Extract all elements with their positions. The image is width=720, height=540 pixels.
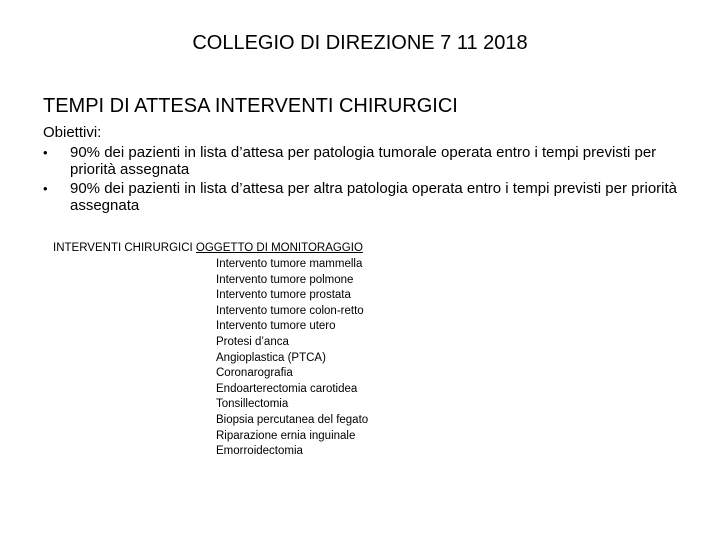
procedure-item: Tonsillectomia xyxy=(216,398,289,411)
objective-text: 90% dei pazienti in lista d’attesa per altra patologia operata entro i tempi previsti per priorità assegnata xyxy=(70,180,678,214)
procedure-item: Intervento tumore prostata xyxy=(216,289,351,302)
procedure-item: Protesi d’anca xyxy=(216,335,289,348)
procedure-item: Endoarterectomia carotidea xyxy=(216,382,358,395)
procedure-item: Biopsia percutanea del fegato xyxy=(216,413,369,426)
bullet-icon: • xyxy=(43,145,48,160)
objectives-label: Obiettivi: xyxy=(43,124,102,141)
procedure-item: Intervento tumore colon-retto xyxy=(216,304,364,317)
bullet-icon: • xyxy=(43,181,48,196)
procedure-item: Riparazione ernia inguinale xyxy=(216,429,356,442)
section-heading: TEMPI DI ATTESA INTERVENTI CHIRURGICI xyxy=(43,95,458,117)
procedure-item: Intervento tumore polmone xyxy=(216,273,354,286)
objectives-list xyxy=(43,144,683,216)
procedure-item: Emorroidectomia xyxy=(216,445,303,458)
objective-item xyxy=(43,144,683,178)
procedure-item: Intervento tumore mammella xyxy=(216,258,363,270)
procedure-list xyxy=(216,257,368,460)
objective-text: 90% dei pazienti in lista d’attesa per patologia tumorale operata entro i tempi previsti per priorità assegnata xyxy=(70,144,657,178)
procedure-item: Coronarografia xyxy=(216,367,293,380)
procedure-item: Angioplastica (PTCA) xyxy=(216,351,326,364)
slide-title: COLLEGIO DI DIREZIONE 7 11 2018 xyxy=(192,32,528,54)
objective-item xyxy=(43,180,683,214)
procedure-item: Intervento tumore utero xyxy=(216,320,336,333)
monitoring-heading-underlined: OGGETTO DI MONITORAGGIO xyxy=(195,242,363,254)
monitoring-heading-prefix: INTERVENTI CHIRURGICI xyxy=(53,242,196,254)
monitoring-heading xyxy=(53,241,363,255)
